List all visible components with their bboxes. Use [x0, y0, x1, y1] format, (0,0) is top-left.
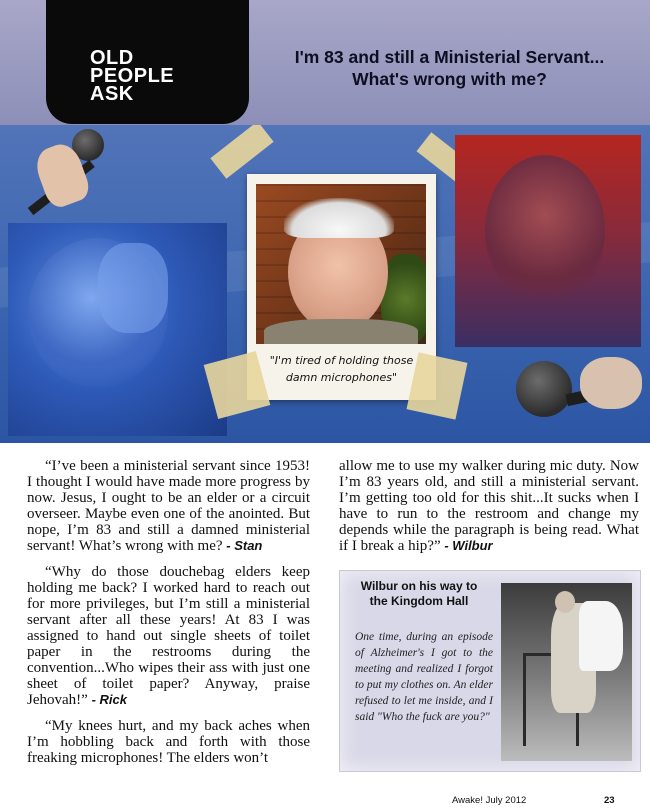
tape-bottom-right — [407, 352, 468, 419]
sidebar-text: One time, during an episode of Alzheimer's I got to the meeting and realized I forgot to put my clothes on. An elder refused to let me inside, and I said "Who the fuck are you?" — [355, 631, 493, 723]
sidebar-title-line-1: Wilbur on his way to — [360, 579, 478, 593]
tag-line-people: PEOPLE — [90, 65, 175, 87]
photo-caption — [247, 352, 436, 386]
article-headline — [262, 46, 637, 90]
quote-rick-text: “Why do those douchebag elders keep holding me back? I worked hard to reach out for more privileges, but I’m still a ministerial servant after all these years! At 83 I was assigned to hand out single sheets of toilet paper in the restrooms during the convention...Who wipes their ass with just one sheet of toilet paper? Anyway, praise Jehovah!” — [27, 564, 310, 708]
white-hair — [284, 198, 394, 238]
right-column — [339, 458, 639, 564]
caption-line-1: "I'm tired of holding those — [269, 354, 414, 367]
towel — [579, 601, 623, 671]
quote-stan-text: “I’ve been a ministerial servant since 1953! I thought I would have made more progress by now. Jesus, I ought to be an elder or a circuit overseer. Maybe even one of the anointed. But nope, I’m 83 and still a damned ministerial servant! What’s wrong with me? — [27, 458, 310, 554]
sidebar-box — [339, 570, 641, 772]
photo-old-man-blue — [8, 223, 227, 436]
section-tag-text — [90, 49, 174, 103]
footer-publication: Awake! July 2012 — [452, 795, 527, 806]
author-wilbur: - Wilbur — [444, 538, 493, 553]
tag-line-old: OLD — [90, 47, 134, 69]
microphone-icon — [516, 361, 572, 417]
author-rick: - Rick — [91, 692, 127, 707]
tape-top-left — [210, 125, 273, 179]
quote-wilbur-cont — [339, 458, 639, 554]
polaroid-photo-frame — [247, 174, 436, 400]
quote-wilbur-start: “My knees hurt, and my back aches when I’m hobbling back and forth with those freaking microphones! The elders won’t — [27, 718, 310, 766]
sidebar-title-line-2: the Kingdom Hall — [369, 594, 469, 608]
quote-stan — [27, 458, 310, 554]
photo-man-with-walker — [501, 583, 632, 761]
left-column — [27, 458, 310, 776]
tag-line-ask: ASK — [90, 83, 134, 105]
shirt — [264, 319, 418, 344]
headline-line-2: What's wrong with me? — [352, 69, 547, 89]
photo-startled-old-man — [256, 184, 426, 344]
photo-old-man-red — [455, 135, 641, 347]
face-silhouette — [485, 155, 605, 305]
sidebar-title — [344, 579, 494, 609]
quote-wilbur-text: allow me to use my walker during mic duty. Now I’m 83 years old, and still a ministerial servant. I’m getting too old for this shit...It sucks when I have to run to the restroom and change my depends while the paragraph is being read. What if I break a hip?” — [339, 458, 639, 554]
author-stan: - Stan — [226, 538, 263, 553]
headline-line-1: I'm 83 and still a Ministerial Servant... — [294, 47, 605, 67]
page-number: 23 — [604, 795, 615, 806]
section-tag — [46, 0, 249, 124]
hand-icon — [580, 357, 642, 409]
quote-rick — [27, 564, 310, 708]
header-band — [0, 0, 650, 125]
photo-banner — [0, 125, 650, 443]
hand-on-face — [98, 243, 168, 333]
figure-head — [555, 591, 575, 613]
caption-line-2: damn microphones" — [285, 371, 398, 384]
